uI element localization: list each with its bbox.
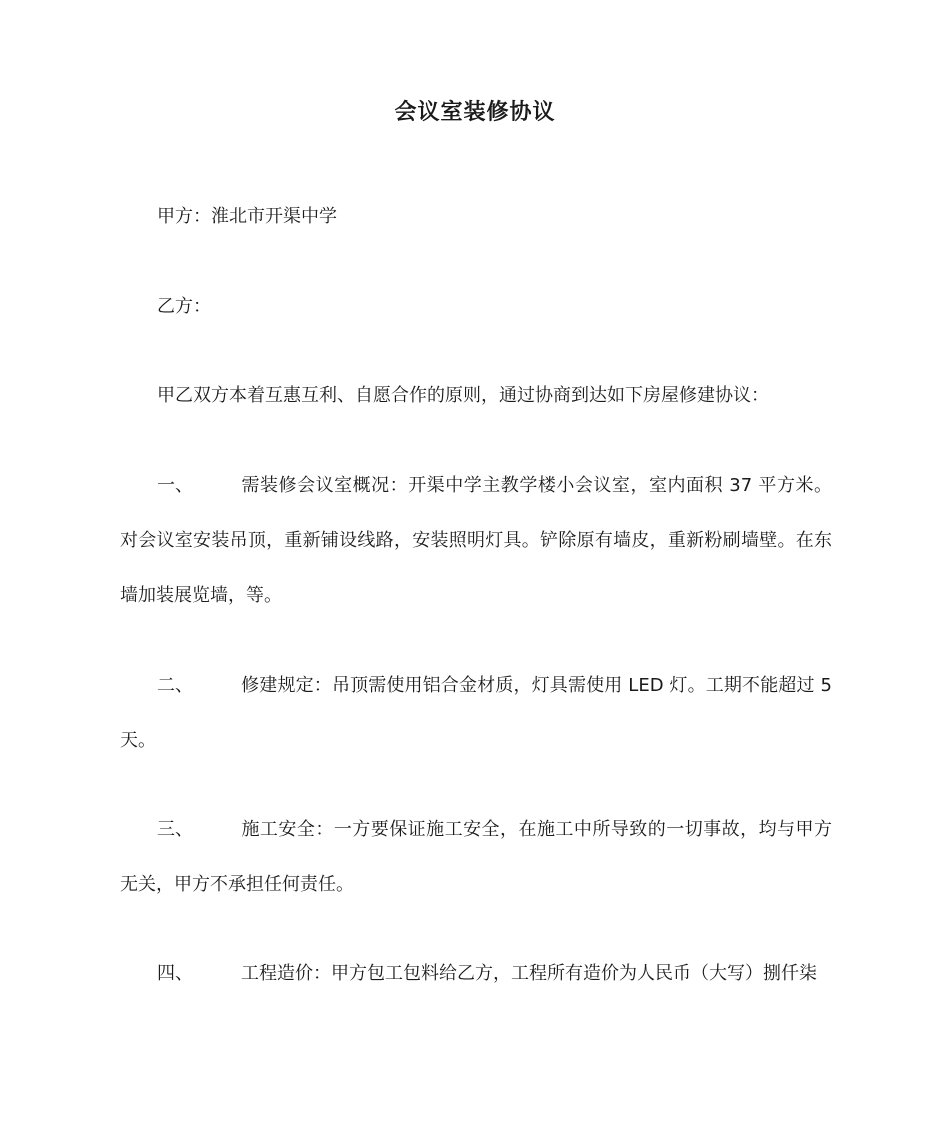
section-number: 四、 [157, 963, 193, 984]
section-number: 二、 [157, 675, 193, 696]
section-heading: 工程造价： [241, 963, 331, 984]
party-a-line [120, 189, 832, 244]
section-body: 甲方包工包料给乙方，工程所有造价为人民币（大写）捌仟柒 [331, 963, 817, 984]
section-heading: 需装修会议室概况： [241, 475, 409, 496]
document-title: 会议室装修协议 [394, 100, 556, 125]
section-4 [120, 946, 832, 1001]
section-1 [120, 458, 832, 623]
section-heading: 施工安全： [241, 819, 334, 840]
section-2 [120, 658, 832, 768]
intro-paragraph: 甲乙双方本着互惠互利、自愿合作的原则，通过协商到达如下房屋修建协议： [157, 385, 769, 406]
section-number: 一、 [157, 475, 193, 496]
party-a-label: 甲方： [157, 206, 211, 227]
section-heading: 修建规定： [241, 675, 332, 696]
party-b-line [120, 279, 832, 334]
party-a-value: 淮北市开渠中学 [211, 206, 337, 227]
section-number: 三、 [157, 819, 193, 840]
section-body: 开渠中学主教学楼小会议室，室内面积 37 平方米。对会议室安装吊顶，重新铺设线路，安装照明灯具。铲除原有墙皮，重新粉刷墙壁。在东墙加装展览墙，等。 [120, 475, 832, 606]
section-body: 一方要保证施工安全，在施工中所导致的一切事故，均与甲方无关，甲方不承担任何责任。 [120, 819, 832, 895]
party-b-label: 乙方： [157, 296, 211, 317]
section-3 [120, 802, 832, 912]
section-body: 吊顶需使用铝合金材质，灯具需使用 LED 灯。工期不能超过 5 天。 [120, 675, 832, 751]
